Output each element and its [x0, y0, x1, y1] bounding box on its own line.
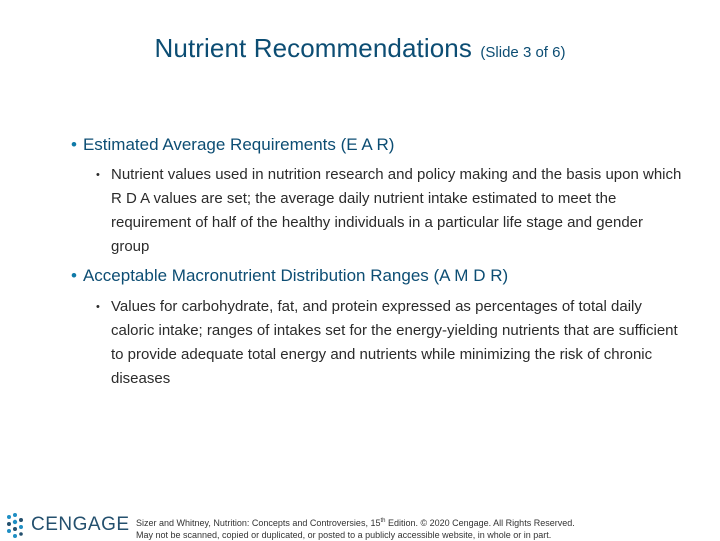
bullet-amdr [71, 265, 691, 287]
bullet-heading-amdr: Acceptable Macronutrient Distribution Ranges (A M D R) [82, 266, 509, 285]
footer-line-1-pre: Sizer and Whitney, Nutrition: Concepts and Controversies, 15 [136, 518, 381, 528]
footer-line-1 [136, 515, 716, 529]
cengage-logo [5, 509, 130, 541]
sub-bullet-ear [96, 163, 684, 259]
cengage-wordmark: CENGAGE [31, 514, 130, 535]
footer-line-1-post: Edition. © 2020 Cengage. All Rights Reserved. [385, 518, 575, 528]
sub-bullet-dot: • [96, 301, 100, 313]
bullet-detail-amdr: Values for carbohydrate, fat, and protein expressed as percentages of total daily caloric intake; ranges of intakes set for the energy-yielding nutrients that are sufficient to provide adequate total energy and nutrients while minimizing the risk of chronic diseases [111, 298, 678, 387]
sub-bullet-amdr [96, 295, 684, 391]
cengage-mark-icon [5, 511, 27, 539]
footer-line-2: May not be scanned, copied or duplicated, or posted to a publicly accessible website, in whole or in part. [136, 530, 552, 540]
sub-bullet-dot: • [96, 169, 100, 181]
bullet-dot: • [71, 266, 77, 285]
bullet-ear [71, 134, 691, 156]
bullet-dot: • [71, 135, 77, 154]
footer-line-1-sup: th [380, 518, 386, 524]
slide-title-row [0, 33, 720, 64]
bullet-heading-ear: Estimated Average Requirements (E A R) [82, 135, 395, 154]
copyright-footer [136, 515, 716, 541]
slide-subtitle: (Slide 3 of 6) [480, 44, 566, 61]
bullet-detail-ear: Nutrient values used in nutrition research and policy making and the basis upon which R D A values are set; the average daily nutrient intake estimated to meet the requirement of half of the healthy individuals in a particular life stage and gender group [111, 166, 682, 255]
slide-title: Nutrient Recommendations [154, 33, 472, 63]
